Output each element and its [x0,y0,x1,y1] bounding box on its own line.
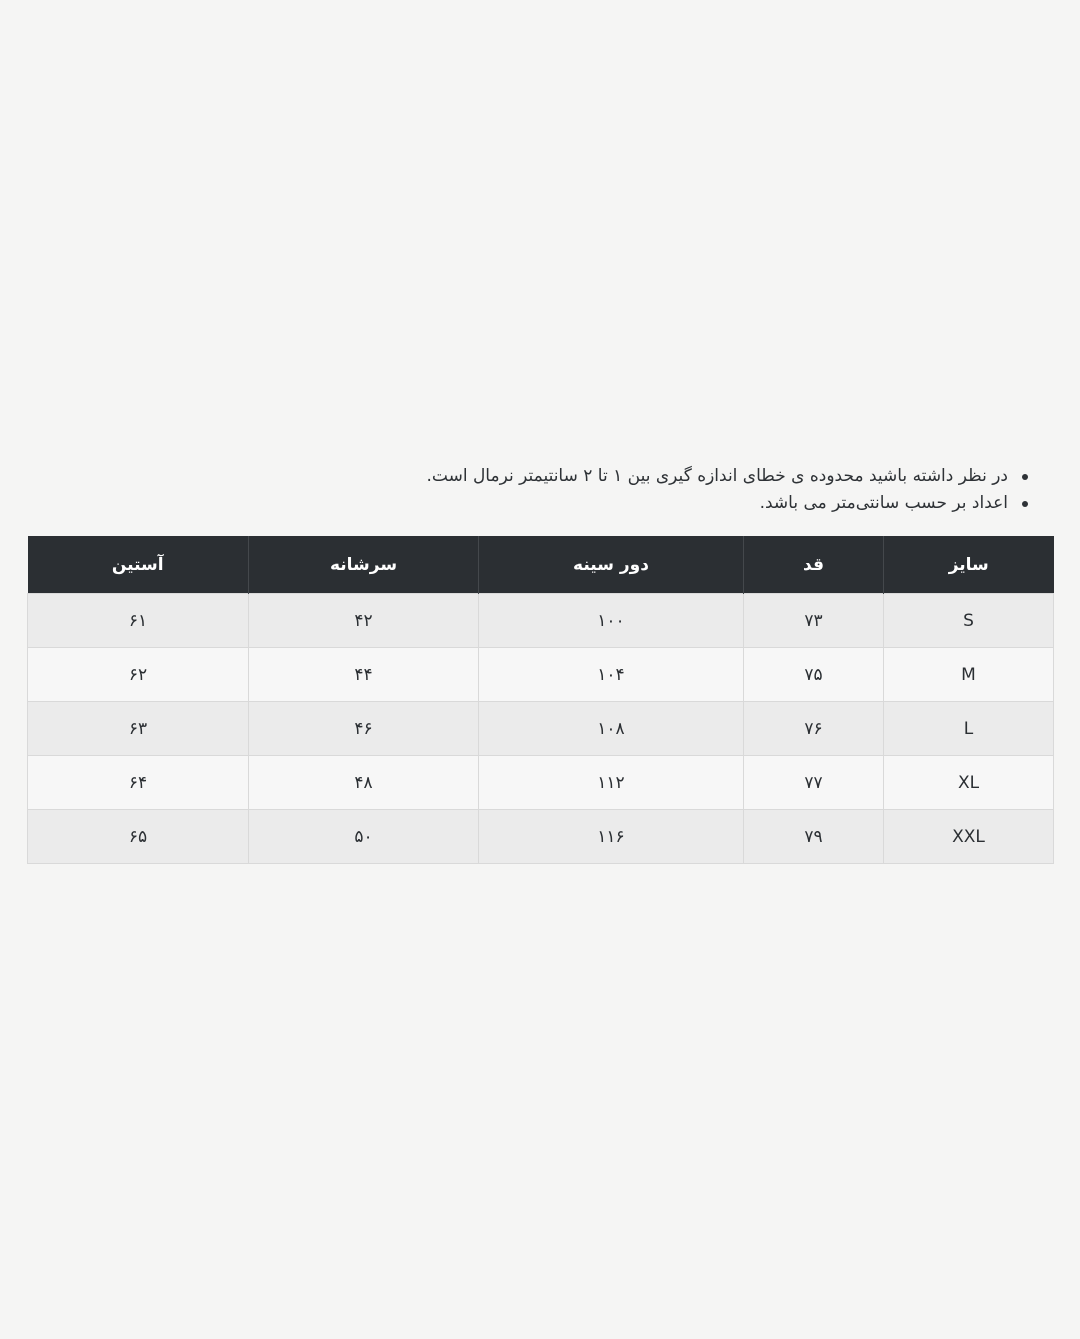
cell-shoulder: ۴۶ [249,702,479,756]
cell-chest: ۱۱۲ [479,756,744,810]
cell-length: ۷۷ [744,756,884,810]
cell-size: M [884,648,1054,702]
table-body [28,594,1054,864]
cell-shoulder: ۴۴ [249,648,479,702]
header-shoulder: سرشانه [249,536,479,594]
cell-shoulder: ۴۲ [249,594,479,648]
table-row [28,702,1054,756]
table-header [28,536,1054,594]
cell-size: L [884,702,1054,756]
header-length: قد [744,536,884,594]
cell-chest: ۱۰۴ [479,648,744,702]
notes-list [330,463,1030,517]
cell-length: ۷۳ [744,594,884,648]
cell-sleeve: ۶۵ [28,810,249,864]
table-row [28,756,1054,810]
table-row [28,594,1054,648]
header-sleeve: آستین [28,536,249,594]
cell-chest: ۱۱۶ [479,810,744,864]
cell-length: ۷۶ [744,702,884,756]
cell-sleeve: ۶۱ [28,594,249,648]
cell-size: S [884,594,1054,648]
cell-shoulder: ۴۸ [249,756,479,810]
cell-chest: ۱۰۰ [479,594,744,648]
header-size: سایز [884,536,1054,594]
header-chest: دور سینه [479,536,744,594]
cell-length: ۷۵ [744,648,884,702]
cell-sleeve: ۶۲ [28,648,249,702]
header-row [28,536,1054,594]
table-row [28,648,1054,702]
cell-size: XL [884,756,1054,810]
cell-size: XXL [884,810,1054,864]
cell-sleeve: ۶۴ [28,756,249,810]
cell-shoulder: ۵۰ [249,810,479,864]
size-chart-table [27,536,1054,864]
note-item-measurement-error: در نظر داشته باشید محدوده ی خطای اندازه گیری بین ۱ تا ۲ سانتیمتر نرمال است. [330,463,1030,490]
cell-chest: ۱۰۸ [479,702,744,756]
cell-length: ۷۹ [744,810,884,864]
note-item-units: اعداد بر حسب سانتی‌متر می باشد. [330,490,1030,517]
cell-sleeve: ۶۳ [28,702,249,756]
table-row [28,810,1054,864]
